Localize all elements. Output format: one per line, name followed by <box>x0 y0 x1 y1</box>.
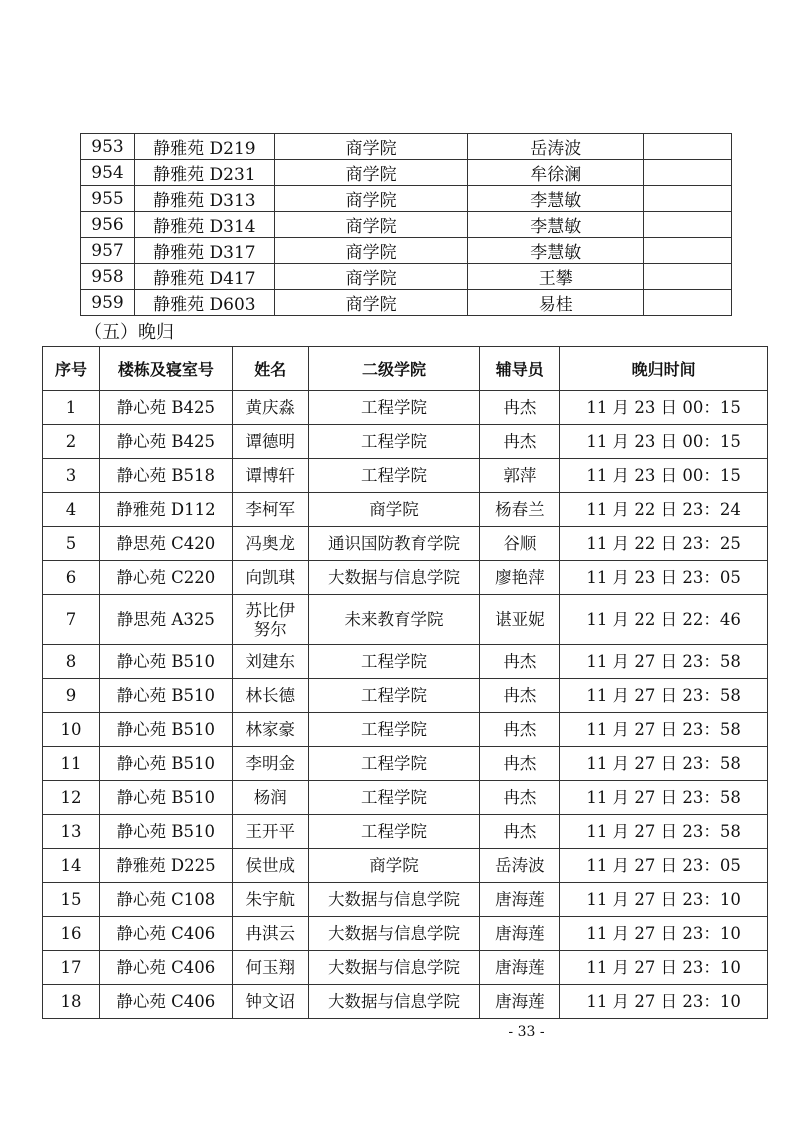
counselor-cell: 唐海莲 <box>480 985 560 1019</box>
late-table-header-row <box>43 347 768 391</box>
late-time-cell: 11 月 27 日 23：58 <box>560 781 768 815</box>
student-name-cell: 刘建东 <box>232 645 308 679</box>
row-number-cell: 954 <box>81 160 135 186</box>
table-row <box>43 645 768 679</box>
late-time-cell: 11 月 27 日 23：58 <box>560 747 768 781</box>
table-row <box>43 493 768 527</box>
table-row <box>43 883 768 917</box>
college-cell: 工程学院 <box>308 815 480 849</box>
counselor-cell: 唐海莲 <box>480 917 560 951</box>
counselor-cell: 谌亚妮 <box>480 595 560 645</box>
college-cell: 工程学院 <box>308 713 480 747</box>
dorm-room-cell: 静心苑 B510 <box>99 713 232 747</box>
student-name-cell: 李明金 <box>232 747 308 781</box>
student-name-cell: 林家豪 <box>232 713 308 747</box>
student-name-cell: 何玉翔 <box>232 951 308 985</box>
college-cell: 工程学院 <box>308 645 480 679</box>
note-cell <box>644 134 732 160</box>
college-cell: 工程学院 <box>308 781 480 815</box>
counselor-cell: 冉杰 <box>480 425 560 459</box>
row-number-cell: 10 <box>43 713 100 747</box>
college-cell: 未来教育学院 <box>308 595 480 645</box>
section-heading: （五）晚归 <box>84 322 174 343</box>
table-row <box>81 160 732 186</box>
college-cell: 商学院 <box>308 493 480 527</box>
counselor-cell: 郭萍 <box>480 459 560 493</box>
dorm-room-cell: 静雅苑 D417 <box>134 264 274 290</box>
note-cell <box>644 186 732 212</box>
row-number-cell: 7 <box>43 595 100 645</box>
late-return-table <box>42 346 768 1019</box>
late-time-cell: 11 月 23 日 00：15 <box>560 459 768 493</box>
counselor-cell: 冉杰 <box>480 815 560 849</box>
row-number-cell: 959 <box>81 290 135 316</box>
college-cell: 商学院 <box>274 238 468 264</box>
note-cell <box>644 160 732 186</box>
college-cell: 大数据与信息学院 <box>308 883 480 917</box>
college-cell: 大数据与信息学院 <box>308 917 480 951</box>
row-number-cell: 956 <box>81 212 135 238</box>
row-number-cell: 6 <box>43 561 100 595</box>
row-number-cell: 3 <box>43 459 100 493</box>
header-late-time: 晚归时间 <box>560 347 768 391</box>
table-row <box>43 595 768 645</box>
college-cell: 工程学院 <box>308 747 480 781</box>
counselor-cell: 冉杰 <box>480 781 560 815</box>
table-row <box>43 391 768 425</box>
student-name-cell: 苏比伊努尔 <box>232 595 308 645</box>
dorm-room-cell: 静心苑 C406 <box>99 951 232 985</box>
table-row <box>43 815 768 849</box>
dorm-room-cell: 静雅苑 D112 <box>99 493 232 527</box>
dorm-room-cell: 静雅苑 D314 <box>134 212 274 238</box>
counselor-cell: 唐海莲 <box>480 951 560 985</box>
dorm-room-cell: 静心苑 C406 <box>99 985 232 1019</box>
header-no: 序号 <box>43 347 100 391</box>
row-number-cell: 15 <box>43 883 100 917</box>
late-time-cell: 11 月 27 日 23：10 <box>560 917 768 951</box>
row-number-cell: 2 <box>43 425 100 459</box>
late-time-cell: 11 月 23 日 23：05 <box>560 561 768 595</box>
dorm-room-cell: 静雅苑 D231 <box>134 160 274 186</box>
student-name-cell: 杨润 <box>232 781 308 815</box>
counselor-cell: 杨春兰 <box>480 493 560 527</box>
counselor-cell: 冉杰 <box>480 747 560 781</box>
dorm-room-cell: 静心苑 B510 <box>99 781 232 815</box>
college-cell: 工程学院 <box>308 459 480 493</box>
student-name-cell: 冉淇云 <box>232 917 308 951</box>
row-number-cell: 955 <box>81 186 135 212</box>
dorm-room-cell: 静心苑 B510 <box>99 679 232 713</box>
college-cell: 大数据与信息学院 <box>308 561 480 595</box>
table-row <box>81 134 732 160</box>
student-name-cell: 冯奥龙 <box>232 527 308 561</box>
late-time-cell: 11 月 22 日 22：46 <box>560 595 768 645</box>
row-number-cell: 4 <box>43 493 100 527</box>
student-name-cell: 谭博轩 <box>232 459 308 493</box>
student-name-cell: 向凯琪 <box>232 561 308 595</box>
counselor-cell: 岳涛波 <box>468 134 644 160</box>
table-row <box>81 264 732 290</box>
note-cell <box>644 264 732 290</box>
row-number-cell: 18 <box>43 985 100 1019</box>
late-time-cell: 11 月 27 日 23：58 <box>560 679 768 713</box>
college-cell: 工程学院 <box>308 679 480 713</box>
dorm-room-cell: 静思苑 A325 <box>99 595 232 645</box>
counselor-cell: 岳涛波 <box>480 849 560 883</box>
late-time-cell: 11 月 27 日 23：10 <box>560 883 768 917</box>
counselor-cell: 李慧敏 <box>468 212 644 238</box>
college-cell: 通识国防教育学院 <box>308 527 480 561</box>
row-number-cell: 14 <box>43 849 100 883</box>
late-time-cell: 11 月 27 日 23：05 <box>560 849 768 883</box>
college-cell: 工程学院 <box>308 425 480 459</box>
counselor-cell: 冉杰 <box>480 391 560 425</box>
dorm-room-cell: 静雅苑 D603 <box>134 290 274 316</box>
row-number-cell: 8 <box>43 645 100 679</box>
row-number-cell: 1 <box>43 391 100 425</box>
student-name-cell: 侯世成 <box>232 849 308 883</box>
dorm-room-cell: 静雅苑 D313 <box>134 186 274 212</box>
top-table <box>80 133 732 316</box>
college-cell: 大数据与信息学院 <box>308 951 480 985</box>
table-row <box>43 527 768 561</box>
college-cell: 商学院 <box>274 186 468 212</box>
header-room: 楼栋及寝室号 <box>99 347 232 391</box>
dorm-room-cell: 静心苑 B425 <box>99 425 232 459</box>
table-row <box>81 212 732 238</box>
row-number-cell: 9 <box>43 679 100 713</box>
dorm-room-cell: 静雅苑 D219 <box>134 134 274 160</box>
table-row <box>43 781 768 815</box>
dorm-room-cell: 静心苑 B510 <box>99 815 232 849</box>
student-name-cell: 朱宇航 <box>232 883 308 917</box>
header-counselor: 辅导员 <box>480 347 560 391</box>
late-time-cell: 11 月 27 日 23：58 <box>560 713 768 747</box>
counselor-cell: 冉杰 <box>480 713 560 747</box>
college-cell: 商学院 <box>274 290 468 316</box>
note-cell <box>644 290 732 316</box>
late-time-cell: 11 月 23 日 00：15 <box>560 391 768 425</box>
college-cell: 商学院 <box>308 849 480 883</box>
college-cell: 商学院 <box>274 160 468 186</box>
table-row <box>43 849 768 883</box>
table-row <box>43 425 768 459</box>
dorm-room-cell: 静心苑 C220 <box>99 561 232 595</box>
note-cell <box>644 212 732 238</box>
header-college: 二级学院 <box>308 347 480 391</box>
table-row <box>43 917 768 951</box>
table-row <box>43 679 768 713</box>
table-row <box>43 985 768 1019</box>
table-row <box>81 186 732 212</box>
table-row <box>43 713 768 747</box>
student-name-cell: 李柯军 <box>232 493 308 527</box>
page-number: - 33 - <box>508 1024 545 1040</box>
counselor-cell: 谷顺 <box>480 527 560 561</box>
counselor-cell: 王攀 <box>468 264 644 290</box>
late-time-cell: 11 月 23 日 00：15 <box>560 425 768 459</box>
counselor-cell: 李慧敏 <box>468 238 644 264</box>
table-row <box>43 561 768 595</box>
header-name: 姓名 <box>232 347 308 391</box>
dorm-room-cell: 静雅苑 D225 <box>99 849 232 883</box>
row-number-cell: 958 <box>81 264 135 290</box>
late-time-cell: 11 月 27 日 23：10 <box>560 951 768 985</box>
dorm-room-cell: 静心苑 B510 <box>99 747 232 781</box>
college-cell: 商学院 <box>274 134 468 160</box>
dorm-room-cell: 静心苑 C406 <box>99 917 232 951</box>
note-cell <box>644 238 732 264</box>
dorm-room-cell: 静心苑 B518 <box>99 459 232 493</box>
college-cell: 工程学院 <box>308 391 480 425</box>
row-number-cell: 11 <box>43 747 100 781</box>
table-row <box>43 951 768 985</box>
college-cell: 商学院 <box>274 264 468 290</box>
student-name-cell: 王开平 <box>232 815 308 849</box>
counselor-cell: 冉杰 <box>480 679 560 713</box>
counselor-cell: 唐海莲 <box>480 883 560 917</box>
table-row <box>43 747 768 781</box>
late-time-cell: 11 月 27 日 23：58 <box>560 815 768 849</box>
college-cell: 商学院 <box>274 212 468 238</box>
student-name-cell: 谭德明 <box>232 425 308 459</box>
college-cell: 大数据与信息学院 <box>308 985 480 1019</box>
dorm-room-cell: 静心苑 C108 <box>99 883 232 917</box>
row-number-cell: 5 <box>43 527 100 561</box>
late-time-cell: 11 月 22 日 23：25 <box>560 527 768 561</box>
row-number-cell: 17 <box>43 951 100 985</box>
student-name-cell: 黄庆淼 <box>232 391 308 425</box>
table-row <box>43 459 768 493</box>
counselor-cell: 牟徐澜 <box>468 160 644 186</box>
row-number-cell: 12 <box>43 781 100 815</box>
dorm-room-cell: 静思苑 C420 <box>99 527 232 561</box>
counselor-cell: 易桂 <box>468 290 644 316</box>
late-time-cell: 11 月 22 日 23：24 <box>560 493 768 527</box>
dorm-room-cell: 静心苑 B510 <box>99 645 232 679</box>
row-number-cell: 957 <box>81 238 135 264</box>
late-time-cell: 11 月 27 日 23：10 <box>560 985 768 1019</box>
table-row <box>81 238 732 264</box>
student-name-cell: 林长德 <box>232 679 308 713</box>
row-number-cell: 953 <box>81 134 135 160</box>
row-number-cell: 13 <box>43 815 100 849</box>
row-number-cell: 16 <box>43 917 100 951</box>
counselor-cell: 冉杰 <box>480 645 560 679</box>
table-row <box>81 290 732 316</box>
counselor-cell: 廖艳萍 <box>480 561 560 595</box>
dorm-room-cell: 静心苑 B425 <box>99 391 232 425</box>
student-name-cell: 钟文诏 <box>232 985 308 1019</box>
counselor-cell: 李慧敏 <box>468 186 644 212</box>
dorm-room-cell: 静雅苑 D317 <box>134 238 274 264</box>
late-time-cell: 11 月 27 日 23：58 <box>560 645 768 679</box>
